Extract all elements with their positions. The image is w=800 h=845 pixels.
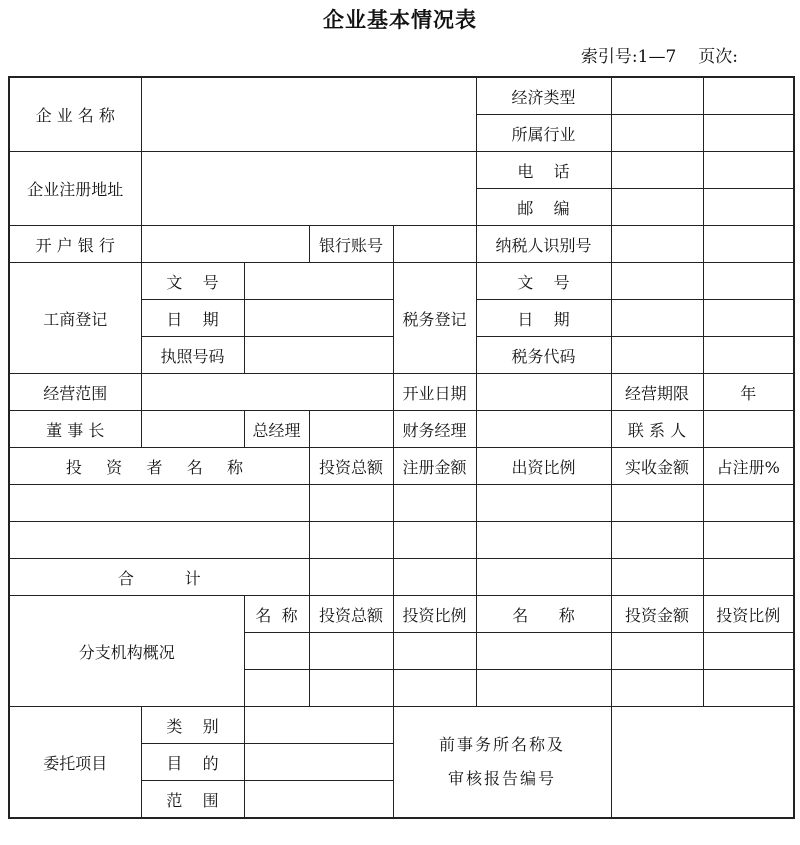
header-branch-name-2: 名 称 <box>476 596 611 633</box>
label-bank: 开 户 银 行 <box>9 226 141 263</box>
field-phone-a[interactable] <box>611 152 703 189</box>
branch-row-1-name[interactable] <box>244 633 309 670</box>
field-tax-code-b[interactable] <box>703 337 794 374</box>
investor-row-2-reg[interactable] <box>393 522 476 559</box>
label-econ-type: 经济类型 <box>476 77 611 115</box>
field-category[interactable] <box>244 707 393 744</box>
label-doc-no: 文 号 <box>141 263 244 300</box>
field-company-name[interactable] <box>141 77 476 152</box>
branch-row-1-ratio[interactable] <box>393 633 476 670</box>
label-postcode: 邮 编 <box>476 189 611 226</box>
field-tax-code-a[interactable] <box>611 337 703 374</box>
label-biz-reg: 工商登记 <box>9 263 141 374</box>
label-biz-term: 经营期限 <box>611 374 703 411</box>
field-fin-mgr[interactable] <box>476 411 611 448</box>
investor-row-2-paid[interactable] <box>611 522 703 559</box>
header-invest-total: 投资总额 <box>309 448 393 485</box>
branch-row-2-name[interactable] <box>244 670 309 707</box>
label-tax-reg: 税务登记 <box>393 263 476 374</box>
label-total: 合 计 <box>9 559 309 596</box>
label-taxpayer-id: 纳税人识别号 <box>476 226 611 263</box>
investor-row-1-ratio[interactable] <box>476 485 611 522</box>
field-gm[interactable] <box>309 411 393 448</box>
label-industry: 所属行业 <box>476 115 611 152</box>
investor-row-1-name[interactable] <box>9 485 309 522</box>
label-branches: 分支机构概况 <box>9 596 244 707</box>
investor-row-1-paid[interactable] <box>611 485 703 522</box>
header-reg-pct: 占注册% <box>703 448 794 485</box>
field-industry-a[interactable] <box>611 115 703 152</box>
investor-row-2-name[interactable] <box>9 522 309 559</box>
field-purpose[interactable] <box>244 744 393 781</box>
field-contact[interactable] <box>703 411 794 448</box>
field-doc-no[interactable] <box>244 263 393 300</box>
field-postcode-b[interactable] <box>703 189 794 226</box>
branch-row-2-name2[interactable] <box>476 670 611 707</box>
branch-row-2-ratio2[interactable] <box>703 670 794 707</box>
label-license-no: 执照号码 <box>141 337 244 374</box>
index-number: 索引号:1—7 <box>580 47 677 67</box>
label-prev-firm-line-2: 审核报告编号 <box>447 769 556 788</box>
form-title: 企业基本情况表 <box>323 7 477 32</box>
label-prev-firm-line-1: 前事务所名称及 <box>438 735 565 754</box>
label-year: 年 <box>703 374 794 411</box>
field-bank[interactable] <box>141 226 309 263</box>
label-company-name: 企 业 名 称 <box>9 77 141 152</box>
branch-row-1-ratio2[interactable] <box>703 633 794 670</box>
total-paid[interactable] <box>611 559 703 596</box>
total-invest[interactable] <box>309 559 393 596</box>
total-ratio[interactable] <box>476 559 611 596</box>
field-biz-scope[interactable] <box>141 374 393 411</box>
header-investor-name: 投 资 者 名 称 <box>9 448 309 485</box>
branch-row-2-total[interactable] <box>309 670 393 707</box>
page-number-label: 页次: <box>698 47 738 67</box>
field-econ-type-a[interactable] <box>611 77 703 115</box>
label-chairman: 董 事 长 <box>9 411 141 448</box>
label-prev-firm <box>393 707 611 819</box>
investor-row-2-ratio[interactable] <box>476 522 611 559</box>
label-purpose: 目 的 <box>141 744 244 781</box>
field-postcode-a[interactable] <box>611 189 703 226</box>
field-industry-b[interactable] <box>703 115 794 152</box>
field-phone-b[interactable] <box>703 152 794 189</box>
field-scope[interactable] <box>244 781 393 819</box>
investor-row-2-pct[interactable] <box>703 522 794 559</box>
label-category: 类 别 <box>141 707 244 744</box>
field-license-no[interactable] <box>244 337 393 374</box>
label-contact: 联 系 人 <box>611 411 703 448</box>
label-bank-account: 银行账号 <box>309 226 393 263</box>
field-tax-doc-no-a[interactable] <box>611 263 703 300</box>
label-biz-scope: 经营范围 <box>9 374 141 411</box>
total-reg[interactable] <box>393 559 476 596</box>
label-date: 日 期 <box>141 300 244 337</box>
label-open-date: 开业日期 <box>393 374 476 411</box>
investor-row-1-total[interactable] <box>309 485 393 522</box>
branch-row-2-amount[interactable] <box>611 670 703 707</box>
total-pct[interactable] <box>703 559 794 596</box>
investor-row-2-total[interactable] <box>309 522 393 559</box>
header-branch-name: 名 称 <box>244 596 309 633</box>
header-contrib-ratio: 出资比例 <box>476 448 611 485</box>
branch-row-1-amount[interactable] <box>611 633 703 670</box>
label-fin-mgr: 财务经理 <box>393 411 476 448</box>
field-tax-date-a[interactable] <box>611 300 703 337</box>
field-tax-date-b[interactable] <box>703 300 794 337</box>
investor-row-1-pct[interactable] <box>703 485 794 522</box>
field-date[interactable] <box>244 300 393 337</box>
field-prev-firm[interactable] <box>611 707 794 819</box>
company-info-table <box>8 76 795 819</box>
investor-row-1-reg[interactable] <box>393 485 476 522</box>
branch-row-1-name2[interactable] <box>476 633 611 670</box>
label-phone: 电 话 <box>476 152 611 189</box>
field-taxpayer-id-a[interactable] <box>611 226 703 263</box>
field-reg-address[interactable] <box>141 152 476 226</box>
header-reg-amount: 注册金额 <box>393 448 476 485</box>
field-chairman[interactable] <box>141 411 244 448</box>
label-entrusted: 委托项目 <box>9 707 141 819</box>
label-gm: 总经理 <box>244 411 309 448</box>
field-econ-type-b[interactable] <box>703 77 794 115</box>
header-branch-invest-total: 投资总额 <box>309 596 393 633</box>
field-taxpayer-id-b[interactable] <box>703 226 794 263</box>
label-reg-address: 企业注册地址 <box>9 152 141 226</box>
label-tax-date: 日 期 <box>476 300 611 337</box>
index-line <box>581 42 738 67</box>
branch-row-2-ratio[interactable] <box>393 670 476 707</box>
label-tax-doc-no: 文 号 <box>476 263 611 300</box>
label-scope: 范 围 <box>141 781 244 819</box>
field-open-date[interactable] <box>476 374 611 411</box>
label-tax-code: 税务代码 <box>476 337 611 374</box>
branch-row-1-total[interactable] <box>309 633 393 670</box>
header-branch-invest-amount: 投资金额 <box>611 596 703 633</box>
header-branch-invest-ratio: 投资比例 <box>393 596 476 633</box>
header-paid-amount: 实收金额 <box>611 448 703 485</box>
field-bank-account[interactable] <box>393 226 476 263</box>
field-tax-doc-no-b[interactable] <box>703 263 794 300</box>
header-branch-invest-ratio-2: 投资比例 <box>703 596 794 633</box>
